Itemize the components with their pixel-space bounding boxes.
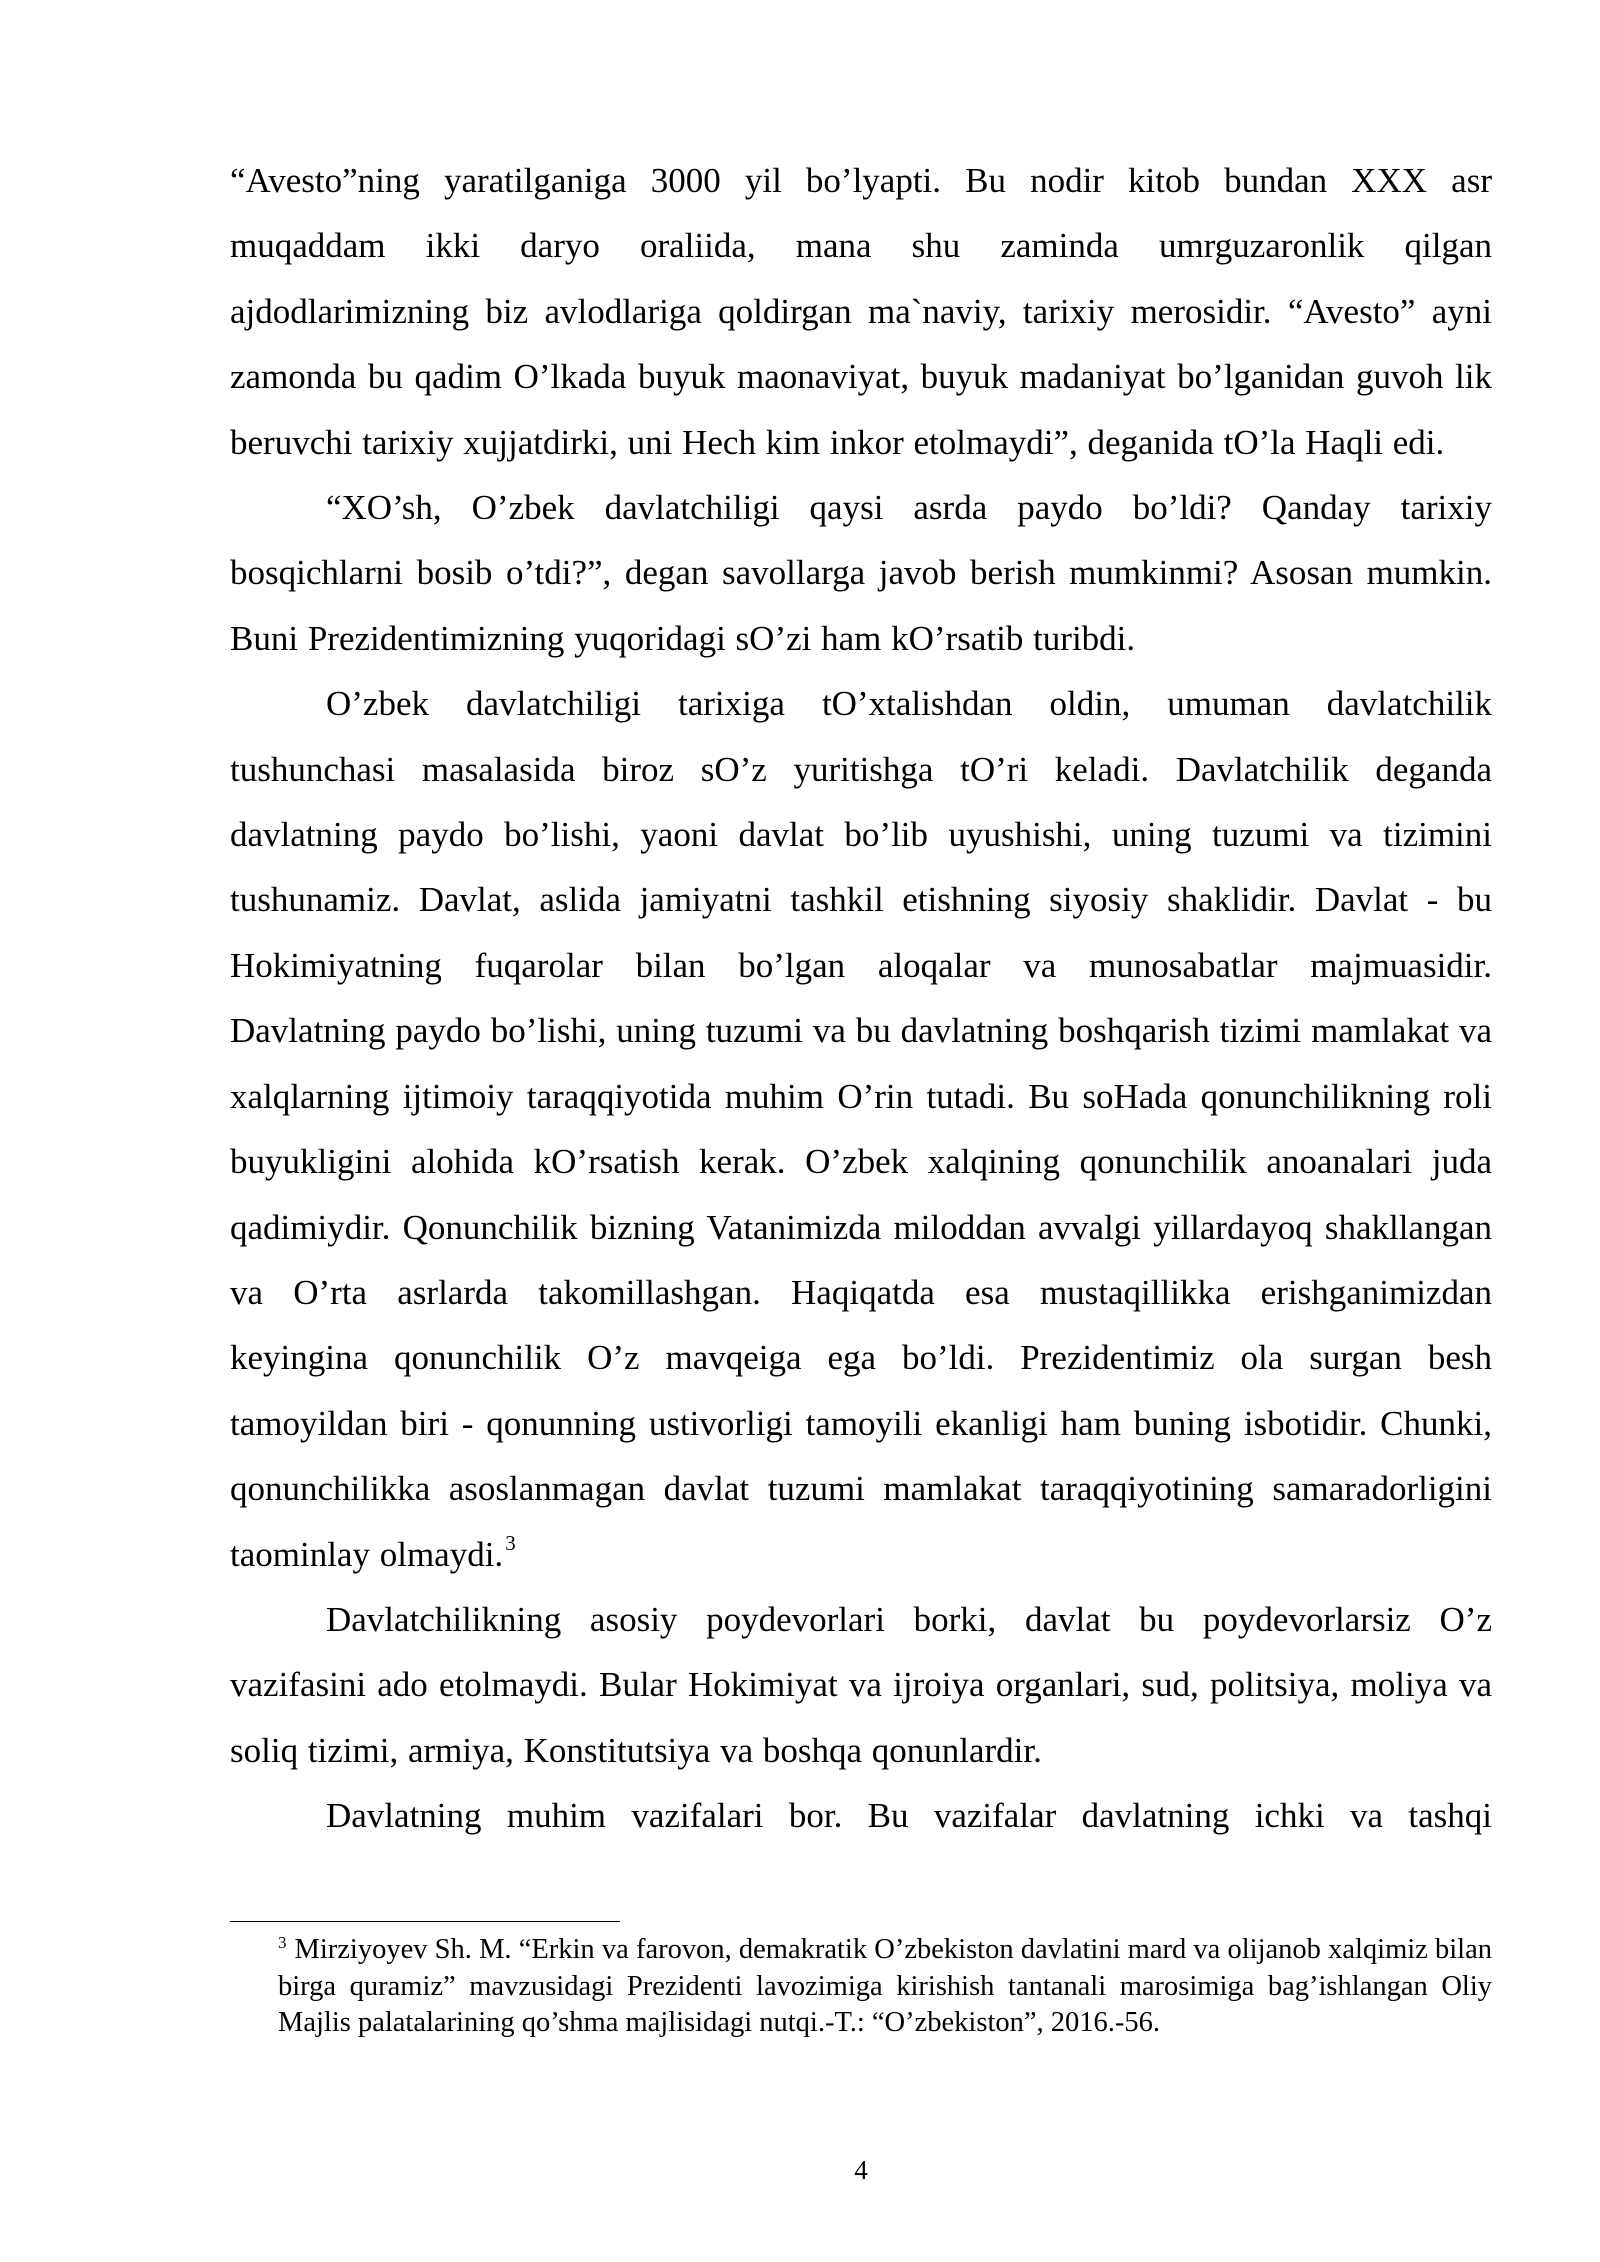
body-text <box>230 148 1492 1849</box>
paragraph-foundations: Davlatchilikning asosiy poydevorlari borki, davlat bu poydevorlarsiz O’z vazifasini ado etolmaydi. Bular Hokimiyat va ijroiya organlari, sud, politsiya, moliya va soliq tizimi, armiya, Konstitutsiya va boshqa qonunlardir. <box>230 1599 1492 1770</box>
footnote-reference: 3 <box>505 1530 516 1555</box>
page-number: 4 <box>854 2155 868 2185</box>
paragraph-avesto-quote: “Avesto”ning yaratilganiga 3000 yil bo’lyapti. Bu nodir kitob bundan XXX asr muqaddam ikki daryo oraliida, mana shu zaminda umrguzaronlik qilgan ajdodlarimizning biz avlodlariga qoldirgan ma`naviy, tarixiy merosidir. “Avesto” ayni zamonda bu qadim O’lkada buyuk maonaviyat, buyuk madaniyat bo’lganidan guvoh lik beruvchi tarixiy xujjatdirki, uni Hech kim inkor etolmaydi”, deganida tO’la Haqli edi. <box>230 161 1492 462</box>
footnote-separator <box>230 1921 620 1922</box>
paragraph-functions: Davlatning muhim vazifalari bor. Bu vazifalar davlatning ichki va tashqi <box>326 1796 1492 1836</box>
footnote-text: Mirziyoyev Sh. M. “Erkin va farovon, demakratik O’zbekiston davlatini mard va olijanob xalqimiz bilan birga quramiz” mavzusidagi Prezidenti lavozimiga kirishish tantanali marosimiga bag’ishlangan Oliy Majlis palatalarining qo’shma majlisidagi nutqi.-T.: “O’zbekiston”, 2016.-56. <box>278 1934 1492 2038</box>
paragraph-statehood-concept <box>230 671 1492 1587</box>
paragraph-statehood-question: “XO’sh, O’zbek davlatchiligi qaysi asrda paydo bo’ldi? Qanday tarixiy bosqichlarni bosib o’tdi?”, degan savollarga javob berish mumkinmi? Asosan mumkin. Buni Prezidentimizning yuqoridagi sO’zi ham kO’rsatib turibdi. <box>230 488 1492 658</box>
paragraph-statehood-concept-text: O’zbek davlatchiligi tarixiga tO’xtalishdan oldin, umuman davlatchilik tushunchasi masalasida biroz sO’z yuritishga tO’ri keladi. Davlatchilik deganda davlatning paydo bo’lishi, yaoni davlat bo’lib uyushishi, uning tuzumi va tizimini tushunamiz. Davlat, aslida jamiyatni tashkil etishning siyosiy shaklidir. Davlat - bu Hokimiyatning fuqarolar bilan bo’lgan aloqalar va munosabatlar majmuasidir. Davlatning paydo bo’lishi, uning tuzumi va bu davlatning boshqarish tizimi mamlakat va xalqlarning ijtimoiy taraqqiyotida muhim O’rin tutadi. Bu soHada qonunchilikning roli buyukligini alohida kO’rsatish kerak. O’zbek xalqining qonunchilik anoanalari juda qadimiydir. Qonunchilik bizning Vatanimizda miloddan avvalgi yillardayoq shakllangan va O’rta asrlarda takomillashgan. Haqiqatda esa mustaqillikka erishganimizdan keyingina qonunchilik O’z mavqeiga ega bo’ldi. Prezidentimiz ola surgan besh tamoyildan biri - qonunning ustivorligi tamoyili ekanligi ham buning isbotidir. Chunki, qonunchilikka asoslanmagan davlat tuzumi mamlakat taraqqiyotining samaradorligini taominlay olmaydi. <box>230 684 1492 1574</box>
footnote <box>230 1932 1492 2042</box>
footnote-marker: 3 <box>278 1933 287 1952</box>
